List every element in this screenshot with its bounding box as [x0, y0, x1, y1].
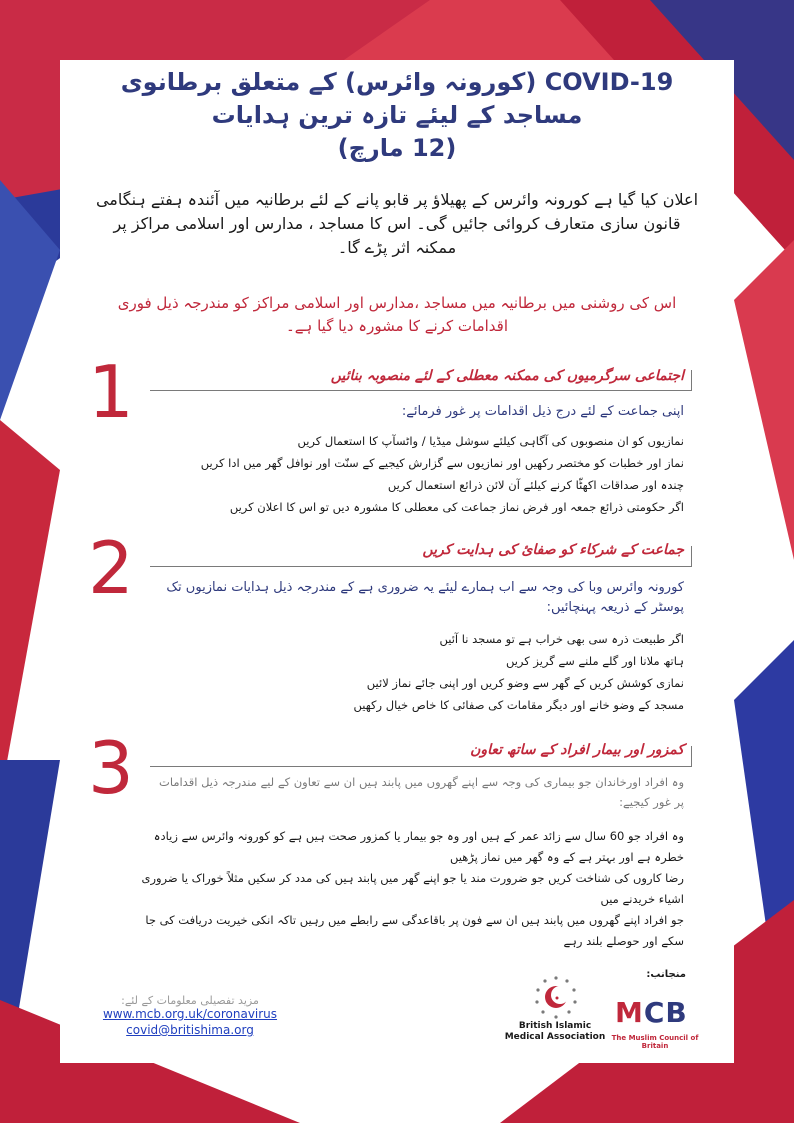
- covid-email-link[interactable]: covid@britishima.org: [126, 1023, 254, 1037]
- list-item: اگر حکومتی ذرائع جمعہ اور فرض نماز جماعت کی معطلی کا مشورہ دیں تو اس کا اعلان کریں: [229, 500, 684, 514]
- list-item: نمازی کوشش کریں کے گھر سے وضو کریں اور اپنی جائے نماز لائیں: [366, 676, 684, 690]
- section-2-subheading: کورونہ وائرس وبا کی وجہ سے اب ہمارے لیئے یہ ضروری ہے کے مندرجہ ذیل ہدایات نمازیوں تک پوسٹر کے ذریعہ پہنچائیں:: [166, 580, 684, 615]
- list-item: وہ افراد جو 60 سال سے زائد عمر کے ہیں اور وہ جو بیمار یا کمزور صحت ہیں ہے کو کورونہ وائرس سے زیادہ خطرہ ہے اور بہتر ہے کے وہ گھر میں نماز پڑھیں: [153, 829, 684, 864]
- crescent-logo-icon: [533, 974, 579, 1020]
- list-item: جو افراد اپنے گھروں میں پابند ہیں ان سے فون پر باقاعدگی سے رابطے میں رہیں تاکہ انکی خیریت دریافت کی جا سکے اور حوصلے بلند رہے: [145, 913, 684, 948]
- section-3-heading: کمزور اور بیمار افراد کے ساتھ تعاون: [470, 742, 684, 758]
- section-1-subheading: اپنی جماعت کے لئے درج ذیل اقدامات پر غور فرمائے:: [401, 404, 684, 419]
- more-info-label: مزید تفصیلی معلومات کے لئے:: [121, 994, 259, 1007]
- section-1-divider-tick: [691, 370, 692, 390]
- section-1-number: 1: [88, 350, 134, 434]
- section-2-number: 2: [88, 526, 134, 610]
- mcb-name: The Muslim Council of Britain: [611, 1034, 699, 1050]
- section-2-heading: جماعت کے شرکاء کو صفائ کی ہدایت کریں: [422, 542, 684, 558]
- list-item: ہاتھ ملانا اور گلے ملنے سے گریز کریں: [505, 654, 684, 668]
- list-item: اگر طبیعت ذرہ سی بھی خراب ہے تو مسجد نا آئیں: [439, 632, 684, 646]
- section-1-list: [201, 430, 684, 518]
- list-item: مسجد کے وضو خانے اور دیگر مقامات کی صفائی کا خاص خیال رکھیں: [353, 698, 684, 712]
- mcb-logo: MCB: [615, 996, 688, 1029]
- mcb-coronavirus-link[interactable]: www.mcb.org.uk/coronavirus: [102, 1007, 278, 1021]
- section-2-divider-tick: [691, 546, 692, 566]
- section-1-divider: [150, 390, 692, 391]
- list-item: چندہ اور صداقات اکھٹّا کرنے کیلئے آن لائن ذرائع استعمال کریں: [387, 478, 684, 492]
- section-3-divider-tick: [691, 746, 692, 766]
- bima-name: British Islamic Medical Association: [504, 1021, 606, 1042]
- list-item: نمازیوں کو ان منصوبوں کی آگاہی کیلئے سوشل میڈیا / واٹسآپ کا استعمال کریں: [297, 434, 684, 448]
- section-3-subheading: وہ افراد اورخاندان جو بیماری کی وجہ سے اپنے گھروں میں پابند ہیں ان سے تعاون کے لیے مندرجہ ذیل اقدامات پر غور کیجیے:: [159, 775, 684, 809]
- page-title-line1: COVID-19 (کورونہ وائرس) کے متعلق برطانوی: [120, 68, 674, 96]
- signed-by-label: منجانب:: [646, 969, 686, 980]
- section-3-divider: [150, 766, 692, 767]
- advice-text: اس کی روشنی میں برطانیہ میں مساجد ،مدارس اور اسلامی مراکز کو مندرجہ ذیل فوری اقدامات کرنے کا مشورہ دیا گیا ہے۔: [117, 294, 677, 335]
- page-title-line2: مساجد کے لیئے تازہ ترین ہدایات: [211, 101, 583, 129]
- section-2-list: [354, 628, 684, 716]
- mcb-logo-text: CB: [643, 996, 688, 1029]
- section-3-list: [130, 826, 684, 952]
- page-title-date: (12 مارچ): [337, 134, 457, 162]
- section-2-divider: [150, 566, 692, 567]
- list-item: نماز اور خطبات کو مختصر رکھیں اور نمازیوں سے گزارش کیجیے کے سنّت اور نوافل گھر میں ادا کریں: [200, 456, 684, 470]
- list-item: رضا کاروں کی شناخت کریں جو ضرورت مند یا جو اپنے گھر میں پابند ہیں کی مدد کر سکیں مثلاً خوراک یا ضروری اشیاء خریدنے میں: [141, 871, 684, 906]
- section-1-heading: اجتماعی سرگرمیوں کی ممکنہ معطلی کے لئے منصوبہ بنائیں: [330, 368, 684, 384]
- intro-text: اعلان کیا گیا ہے کورونہ وائرس کے پھیلاؤ پر قابو پانے کے لئے برطانیہ میں آئندہ ہفتے ہنگامی قانون سازی متعارف کروائی جائیں گی۔ اس کا مساجد ، مدارس اور اسلامی مراکز پر ممکنہ اثر پڑے گا۔: [95, 190, 699, 257]
- section-3-number: 3: [88, 726, 134, 810]
